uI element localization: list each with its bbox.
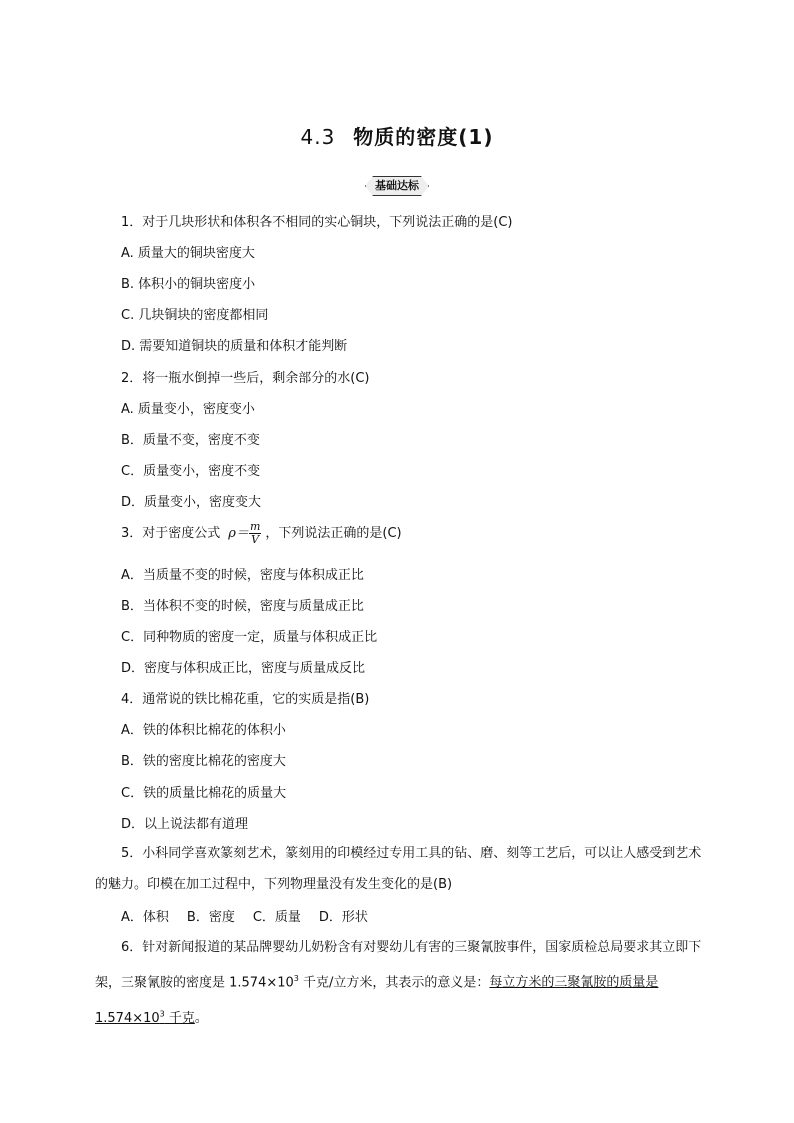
question-1-option-b: B. 体积小的铜块密度小	[121, 277, 256, 292]
question-4-option-d: D．以上说法都有道理	[121, 817, 249, 832]
question-6: 6．针对新闻报道的某品牌婴幼儿奶粉含有对婴幼儿有害的三聚氰胺事件，国家质检总局要求其立即下架，三聚氰胺的密度是 $1.574\times 10^3$ 千克/立方米，其表示的意义是：每立方米的三聚氰胺的质量是 $1.574\times 10^3$ 千克。	[95, 940, 702, 1026]
question-2-stem: 2．将一瓶水倒掉一些后，剩余部分的水(C)	[121, 371, 370, 386]
question-3-option-b: B．当体积不变的时候，密度与质量成正比	[121, 599, 364, 614]
question-2-option-c: C．质量变小，密度不变	[121, 464, 261, 479]
section-badge: 基础达标	[365, 176, 429, 196]
question-5-options	[121, 906, 386, 925]
question-1-stem: 1．对于几块形状和体积各不相同的实心铜块，下列说法正确的是(C)	[121, 215, 513, 230]
question-2-option-b: B．质量不变，密度不变	[121, 433, 260, 448]
question-5-option-a: A．体积	[121, 910, 169, 925]
question-6-answer: 每立方米的三聚氰胺的质量是 $1.574\times 10^3$ 千克	[95, 975, 659, 1026]
question-5-option-c: C．质量	[252, 910, 301, 925]
question-1-option-c: C. 几块铜块的密度都相同	[121, 308, 269, 323]
question-3-stem: 3．对于密度公式 ρ＝ $\frac{m}{V}$ ，下列说法正确的是(C)	[121, 520, 402, 546]
question-2-option-a: A. 质量变小，密度变小	[121, 402, 255, 417]
question-5-stem: 5．小科同学喜欢篆刻艺术，篆刻用的印模经过专用工具的钻、磨、刻等工艺后，可以让人感受到艺术的魅力。印模在加工过程中，下列物理量没有发生变化的是(B)	[95, 846, 702, 892]
question-1-option-d: D. 需要知道铜块的质量和体积才能判断	[121, 339, 348, 354]
density-formula: ρ＝ $\frac{m}{V}$	[228, 520, 261, 546]
question-4-option-c: C．铁的质量比棉花的质量大	[121, 786, 287, 801]
question-2-option-d: D．质量变小，密度变大	[121, 495, 262, 510]
question-4-stem: 4．通常说的铁比棉花重，它的实质是指(B)	[121, 692, 370, 707]
question-1-option-a: A. 质量大的铜块密度大	[121, 246, 255, 261]
question-5-option-b: B．密度	[186, 910, 235, 925]
page-title: 4.3 物质的密度(1)	[300, 125, 494, 149]
question-3-option-a: A．当质量不变的时候，密度与体积成正比	[121, 568, 364, 583]
question-4-option-b: B．铁的密度比棉花的密度大	[121, 754, 286, 769]
question-5-option-d: D．形状	[318, 910, 368, 925]
question-3-option-d: D．密度与体积成正比，密度与质量成反比	[121, 661, 366, 676]
question-3-option-c: C．同种物质的密度一定，质量与体积成正比	[121, 630, 378, 645]
question-4-option-a: A．铁的体积比棉花的体积小	[121, 723, 286, 738]
